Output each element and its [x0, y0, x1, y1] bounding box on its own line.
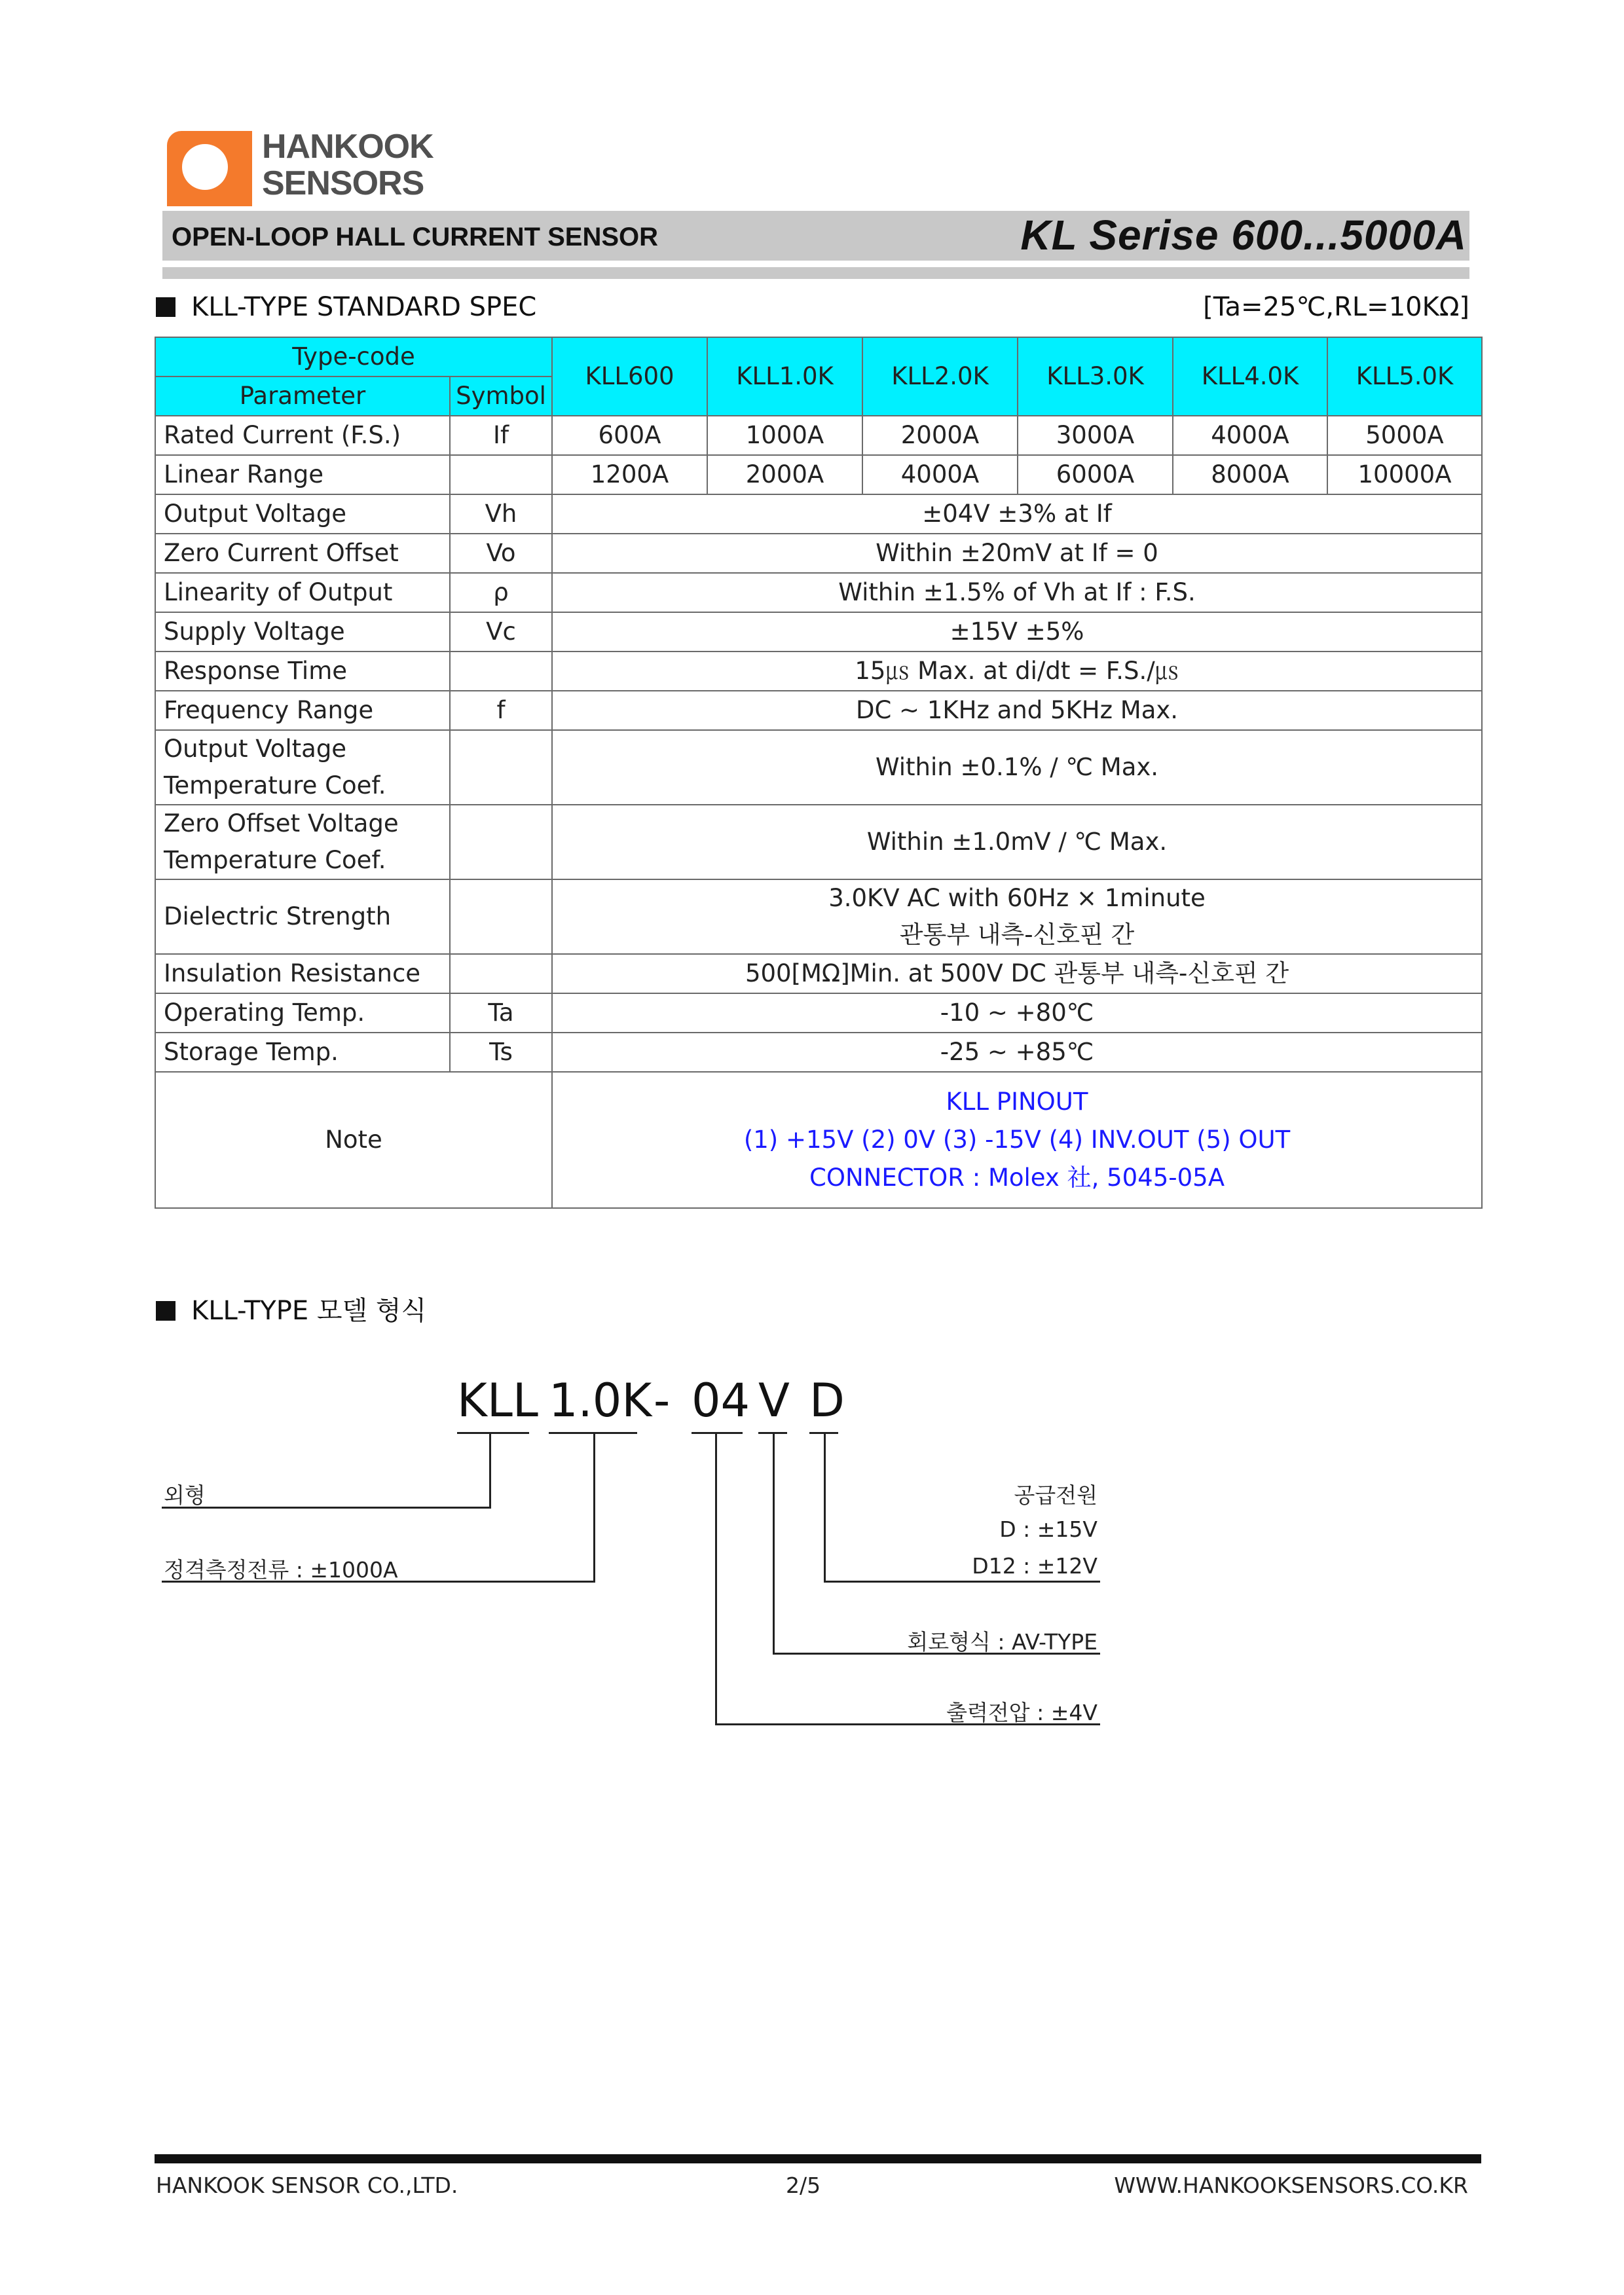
symbol-header: Symbol	[450, 376, 552, 416]
type-code-header: Type-code	[155, 337, 552, 376]
symbol-cell	[450, 805, 552, 879]
param-cell: Storage Temp.	[155, 1033, 450, 1072]
param-cell: Supply Voltage	[155, 612, 450, 652]
symbol-cell	[450, 879, 552, 954]
model-seg: V	[758, 1374, 790, 1427]
leader-line	[824, 1434, 826, 1583]
value-cell: 1200A	[552, 455, 707, 494]
note-line: KLL PINOUT	[946, 1088, 1088, 1116]
value-cell: 3000A	[1018, 416, 1173, 455]
symbol-cell	[450, 954, 552, 993]
leader-line	[773, 1434, 775, 1655]
param-cell	[155, 805, 450, 879]
value-cell: 5000A	[1327, 416, 1482, 455]
model-heading	[156, 1290, 426, 1327]
value-cell: DC ~ 1KHz and 5KHz Max.	[552, 691, 1482, 730]
label-supply-title: 공급전원	[1014, 1482, 1098, 1508]
note-line: CONNECTOR : Molex 社, 5045-05A	[809, 1164, 1225, 1192]
table-row	[155, 534, 1482, 573]
value-cell: ±04V ±3% at If	[552, 494, 1482, 534]
label-supply-d12: D12 : ±12V	[972, 1553, 1098, 1579]
symbol-cell: f	[450, 691, 552, 730]
footer-website: WWW.HANKOOKSENSORS.CO.KR	[1114, 2173, 1468, 2198]
header-series: KL Serise 600...5000A	[1020, 211, 1467, 259]
param-cell: Rated Current (F.S.)	[155, 416, 450, 455]
leader-line	[489, 1434, 491, 1509]
model-seg: -	[654, 1374, 671, 1427]
header-subtitle: OPEN-LOOP HALL CURRENT SENSOR	[172, 223, 659, 251]
symbol-cell: Ta	[450, 993, 552, 1033]
note-value	[552, 1072, 1482, 1208]
footer-page-number: 2/5	[786, 2173, 821, 2198]
value-cell: ±15V ±5%	[552, 612, 1482, 652]
value-cell: -25 ~ +85℃	[552, 1033, 1482, 1072]
param-line: Output Voltage	[164, 735, 347, 763]
symbol-cell	[450, 730, 552, 805]
value-cell: 2000A	[707, 455, 862, 494]
model-header: KLL2.0K	[862, 337, 1018, 416]
model-seg: 1.0K	[549, 1374, 652, 1427]
param-cell: Insulation Resistance	[155, 954, 450, 993]
seg-underline	[692, 1432, 743, 1434]
param-cell: Dielectric Strength	[155, 879, 450, 954]
value-cell: 1000A	[707, 416, 862, 455]
param-line: Temperature Coef.	[164, 771, 386, 799]
table-row	[155, 455, 1482, 494]
note-line: (1) +15V (2) 0V (3) -15V (4) INV.OUT (5) OUT	[743, 1126, 1291, 1154]
symbol-cell: Vc	[450, 612, 552, 652]
model-header: KLL600	[552, 337, 707, 416]
value-cell	[552, 879, 1482, 954]
value-cell: 6000A	[1018, 455, 1173, 494]
spec-table	[155, 337, 1483, 1209]
model-header: KLL4.0K	[1173, 337, 1327, 416]
model-header: KLL5.0K	[1327, 337, 1482, 416]
value-cell: 8000A	[1173, 455, 1327, 494]
value-cell: Within ±20mV at If = 0	[552, 534, 1482, 573]
symbol-cell: Vh	[450, 494, 552, 534]
table-row	[155, 1033, 1482, 1072]
symbol-cell	[450, 652, 552, 691]
table-row	[155, 416, 1482, 455]
seg-underline	[457, 1432, 529, 1434]
param-cell: Frequency Range	[155, 691, 450, 730]
table-row	[155, 805, 1482, 879]
table-header-row	[155, 337, 1482, 376]
table-row	[155, 494, 1482, 534]
symbol-cell: ρ	[450, 573, 552, 612]
param-line: Zero Offset Voltage	[164, 809, 399, 837]
value-line: 관통부 내측-신호핀 간	[899, 921, 1135, 949]
brand-line-1: HANKOOK	[262, 128, 434, 166]
model-seg: 04	[692, 1374, 750, 1427]
param-cell: Linear Range	[155, 455, 450, 494]
model-header: KLL1.0K	[707, 337, 862, 416]
label-rated: 정격측정전류 : ±1000A	[164, 1557, 398, 1583]
table-row	[155, 652, 1482, 691]
parameter-header: Parameter	[155, 376, 450, 416]
table-row	[155, 612, 1482, 652]
model-seg: D	[809, 1374, 845, 1427]
param-line: Temperature Coef.	[164, 846, 386, 874]
model-seg: KLL	[457, 1374, 538, 1427]
param-cell: Linearity of Output	[155, 573, 450, 612]
label-output: 출력전압 : ±4V	[946, 1700, 1098, 1725]
model-heading-text: KLL-TYPE 모델 형식	[191, 1296, 427, 1326]
table-row	[155, 691, 1482, 730]
table-row-note	[155, 1072, 1482, 1208]
logo-mark-icon	[167, 131, 252, 206]
value-cell: 10000A	[1327, 455, 1482, 494]
param-cell: Output Voltage	[155, 494, 450, 534]
param-cell: Response Time	[155, 652, 450, 691]
label-shape: 외형	[164, 1482, 206, 1508]
table-row	[155, 730, 1482, 805]
label-circuit: 회로형식 : AV-TYPE	[907, 1629, 1098, 1655]
symbol-cell: If	[450, 416, 552, 455]
brand-logo-text	[262, 128, 434, 202]
value-cell: Within ±1.5% of Vh at If : F.S.	[552, 573, 1482, 612]
table-row	[155, 954, 1482, 993]
value-cell: 600A	[552, 416, 707, 455]
square-bullet-icon	[156, 297, 175, 317]
spec-heading-text: KLL-TYPE STANDARD SPEC	[191, 292, 537, 322]
model-header: KLL3.0K	[1018, 337, 1173, 416]
param-cell	[155, 730, 450, 805]
value-cell: Within ±1.0mV / ℃ Max.	[552, 805, 1482, 879]
leader-line	[162, 1507, 491, 1509]
value-cell: 4000A	[1173, 416, 1327, 455]
value-cell: -10 ~ +80℃	[552, 993, 1482, 1033]
symbol-cell: Ts	[450, 1033, 552, 1072]
leader-line	[593, 1434, 595, 1583]
value-cell: Within ±0.1% / ℃ Max.	[552, 730, 1482, 805]
spec-conditions: [Ta=25℃,RL=10KΩ]	[1203, 292, 1469, 322]
spec-heading	[156, 292, 536, 322]
leader-line	[715, 1434, 717, 1725]
param-cell: Operating Temp.	[155, 993, 450, 1033]
footer-bar	[155, 2154, 1481, 2163]
value-line: 3.0KV AC with 60Hz × 1minute	[828, 884, 1206, 912]
title-underline	[162, 267, 1469, 279]
value-cell: 4000A	[862, 455, 1018, 494]
param-cell: Zero Current Offset	[155, 534, 450, 573]
leader-line	[824, 1581, 1100, 1583]
footer-company: HANKOOK SENSOR CO.,LTD.	[156, 2173, 458, 2198]
table-row	[155, 879, 1482, 954]
value-cell: 2000A	[862, 416, 1018, 455]
value-cell: 500[MΩ]Min. at 500V DC 관통부 내측-신호핀 간	[552, 954, 1482, 993]
table-row	[155, 573, 1482, 612]
note-label: Note	[155, 1072, 552, 1208]
value-cell: 15㎲ Max. at di/dt = F.S./㎲	[552, 652, 1482, 691]
symbol-cell	[450, 455, 552, 494]
label-supply-d: D : ±15V	[999, 1516, 1098, 1542]
square-bullet-icon	[156, 1301, 175, 1321]
symbol-cell: Vo	[450, 534, 552, 573]
brand-line-2: SENSORS	[262, 164, 424, 202]
table-row	[155, 993, 1482, 1033]
